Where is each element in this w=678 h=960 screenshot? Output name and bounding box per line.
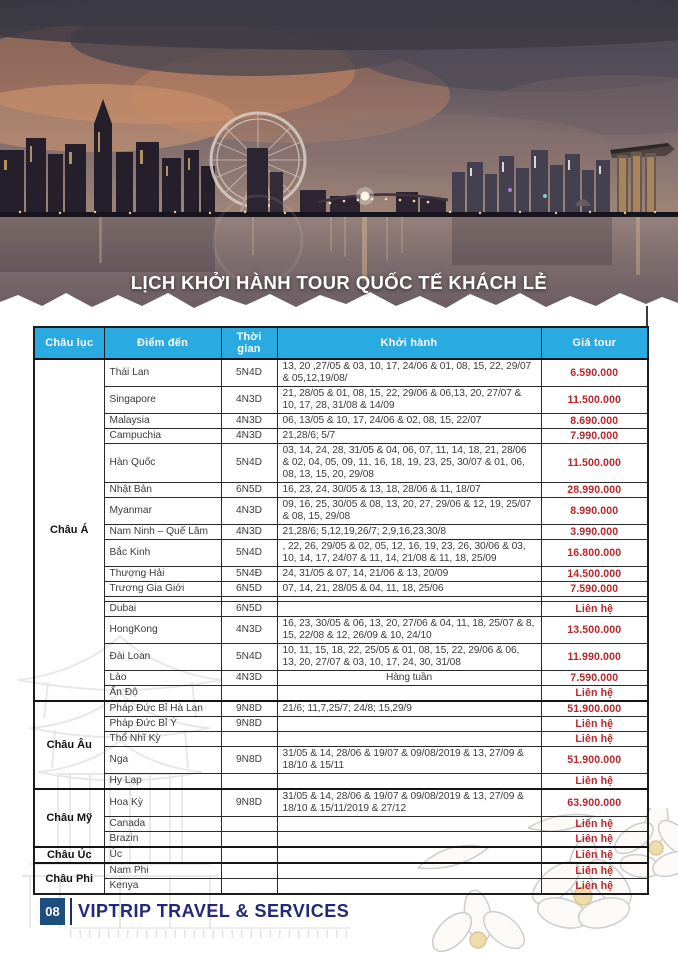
price-cell: 28.990.000 <box>541 483 648 498</box>
column-header-0: Châu lục <box>34 327 104 359</box>
price-cell: Liên hệ <box>541 774 648 790</box>
hero-photo <box>0 0 678 318</box>
duration-cell: 6N5D <box>221 582 277 597</box>
column-header-1: Điểm đến <box>104 327 221 359</box>
continent-cell: Châu Á <box>34 359 104 701</box>
price-cell: Liên hệ <box>541 863 648 879</box>
destination-cell: Kenya <box>104 879 221 895</box>
departures-cell <box>277 602 541 617</box>
price-cell: 16.800.000 <box>541 540 648 567</box>
departures-cell: Hàng tuần <box>277 671 541 686</box>
departures-cell: 16, 23, 24, 30/05 & 13, 18, 28/06 & 11, 18/07 <box>277 483 541 498</box>
table-row <box>34 483 648 498</box>
duration-cell <box>221 686 277 702</box>
table-row <box>34 582 648 597</box>
departures-cell: 16, 23, 30/05 & 06, 13, 20, 27/06 & 04, 11, 18, 25/07 & 8, 15, 22/08 & 12, 26/09 & 10, 24/10 <box>277 617 541 644</box>
price-cell: Liên hệ <box>541 847 648 863</box>
table-row <box>34 498 648 525</box>
footer-divider <box>70 898 72 925</box>
fence-sketch <box>70 926 350 940</box>
table-row <box>34 414 648 429</box>
price-cell: Liên hệ <box>541 717 648 732</box>
departures-cell: 21,28/6; 5,12,19,26/7; 2,9,16,23,30/8 <box>277 525 541 540</box>
departures-cell: 03, 14, 24, 28, 31/05 & 04, 06, 07, 11, 14, 18, 21, 28/06 & 02, 04, 05, 09, 11, 16, 18, 19, 23, 25, 30/07 & 01, 06, 08, 13, 15, 20, 29/08 <box>277 444 541 483</box>
departures-cell <box>277 774 541 790</box>
price-cell: 51.900.000 <box>541 747 648 774</box>
price-cell: 51.900.000 <box>541 701 648 717</box>
destination-cell: Singapore <box>104 387 221 414</box>
table-row <box>34 525 648 540</box>
table-row <box>34 444 648 483</box>
table-row <box>34 879 648 895</box>
table-row <box>34 747 648 774</box>
departures-cell: 13, 20 ,27/05 & 03, 10, 17, 24/06 & 01, 08, 15, 22, 29/07 & 05,12,19/08/ <box>277 359 541 387</box>
destination-cell: Nam Ninh – Quế Lâm <box>104 525 221 540</box>
departures-cell: 09, 16, 25, 30/05 & 08, 13, 20, 27, 29/06 & 12, 19, 25/07 & 08, 15, 29/08 <box>277 498 541 525</box>
departures-cell <box>277 817 541 832</box>
departures-cell: 10, 11, 15, 18, 22, 25/05 & 01, 08, 15, 22, 29/06 & 06, 13, 20, 27/07 & 03, 10, 17, 24, 30, 31/08 <box>277 644 541 671</box>
duration-cell: 5N4D <box>221 359 277 387</box>
table-row <box>34 847 648 863</box>
brand-name: VIPTRIP TRAVEL & SERVICES <box>78 901 350 921</box>
destination-cell: Nhật Bản <box>104 483 221 498</box>
header-row <box>34 327 648 359</box>
table-row <box>34 644 648 671</box>
table-header <box>34 327 648 359</box>
destination-cell: Ấn Độ <box>104 686 221 702</box>
duration-cell: 4N3D <box>221 414 277 429</box>
table-corner-tick <box>646 306 648 328</box>
duration-cell: 4N3D <box>221 617 277 644</box>
destination-cell: Brazin <box>104 832 221 848</box>
price-cell: 7.990.000 <box>541 429 648 444</box>
price-cell: Liên hệ <box>541 879 648 895</box>
table-row <box>34 832 648 848</box>
price-cell: 8.690.000 <box>541 414 648 429</box>
departures-cell <box>277 717 541 732</box>
departures-cell <box>277 863 541 879</box>
column-header-2: Thời gian <box>221 327 277 359</box>
destination-cell: Hoa Kỳ <box>104 789 221 817</box>
price-cell: 13.500.000 <box>541 617 648 644</box>
duration-cell: 4N3D <box>221 498 277 525</box>
price-cell: Liên hệ <box>541 832 648 848</box>
price-cell: Liên hệ <box>541 817 648 832</box>
departures-cell: 21, 28/05 & 01, 08, 15, 22, 29/06 & 06,13, 20, 27/07 & 10, 17, 28, 31/08 & 14/09 <box>277 387 541 414</box>
departures-cell: 06, 13/05 & 10, 17, 24/06 & 02, 08, 15, 22/07 <box>277 414 541 429</box>
continent-cell: Châu Âu <box>34 701 104 789</box>
destination-cell: Lào <box>104 671 221 686</box>
destination-cell: Nga <box>104 747 221 774</box>
table-row <box>34 387 648 414</box>
table-row <box>34 602 648 617</box>
price-cell: 8.990.000 <box>541 498 648 525</box>
page-title: LỊCH KHỞI HÀNH TOUR QUỐC TẾ KHÁCH LẺ <box>130 272 548 293</box>
table-body <box>34 359 648 894</box>
duration-cell <box>221 817 277 832</box>
destination-cell: Thượng Hải <box>104 567 221 582</box>
duration-cell: 5N4Đ <box>221 567 277 582</box>
table-row <box>34 774 648 790</box>
table-row <box>34 686 648 702</box>
singapore-skyline-graphic <box>0 0 678 318</box>
destination-cell: Pháp Đức Bỉ Ý <box>104 717 221 732</box>
destination-cell: Myanmar <box>104 498 221 525</box>
destination-cell: Malaysia <box>104 414 221 429</box>
destination-cell: Trương Gia Giới <box>104 582 221 597</box>
duration-cell <box>221 863 277 879</box>
price-cell: 14.500.000 <box>541 567 648 582</box>
duration-cell <box>221 832 277 848</box>
price-cell: Liên hệ <box>541 686 648 702</box>
table-row <box>34 789 648 817</box>
column-header-3: Khởi hành <box>277 327 541 359</box>
duration-cell: 9N8D <box>221 789 277 817</box>
duration-cell: 4N3D <box>221 387 277 414</box>
departures-cell: 31/05 & 14, 28/06 & 19/07 & 09/08/2019 & 13, 27/09 & 18/10 & 15/11/2019 & 27/12 <box>277 789 541 817</box>
duration-cell <box>221 879 277 895</box>
price-cell: 3.990.000 <box>541 525 648 540</box>
departures-cell: 07, 14, 21, 28/05 & 04, 11, 18, 25/06 <box>277 582 541 597</box>
table-row <box>34 617 648 644</box>
continent-cell: Châu Úc <box>34 847 104 863</box>
duration-cell: 9N8D <box>221 747 277 774</box>
departures-cell: 21/6; 11,7,25/7; 24/8; 15,29/9 <box>277 701 541 717</box>
price-cell: 7.590.000 <box>541 671 648 686</box>
departures-cell <box>277 847 541 863</box>
price-cell: 11.990.000 <box>541 644 648 671</box>
table-row <box>34 817 648 832</box>
table-row <box>34 671 648 686</box>
price-cell: 63.900.000 <box>541 789 648 817</box>
duration-cell: 5N4D <box>221 644 277 671</box>
table-row <box>34 863 648 879</box>
destination-cell: Dubai <box>104 602 221 617</box>
column-header-4: Giá tour <box>541 327 648 359</box>
destination-cell: Campuchia <box>104 429 221 444</box>
duration-cell: 4N3D <box>221 671 277 686</box>
departures-cell: 31/05 & 14, 28/06 & 19/07 & 09/08/2019 & 13, 27/09 & 18/10 & 15/11 <box>277 747 541 774</box>
destination-cell: Đài Loan <box>104 644 221 671</box>
departures-cell: 21,28/6; 5/7 <box>277 429 541 444</box>
duration-cell: 9N8D <box>221 717 277 732</box>
destination-cell: HongKong <box>104 617 221 644</box>
destination-cell: Canada <box>104 817 221 832</box>
table-row <box>34 701 648 717</box>
page-number-badge: 08 <box>40 898 65 925</box>
duration-cell: 5N4D <box>221 540 277 567</box>
price-cell: Liên hệ <box>541 732 648 747</box>
duration-cell <box>221 732 277 747</box>
departures-cell <box>277 879 541 895</box>
departures-cell <box>277 832 541 848</box>
price-cell: Liên hệ <box>541 602 648 617</box>
price-cell: 11.500.000 <box>541 387 648 414</box>
departures-cell: , 22, 26, 29/05 & 02, 05, 12, 16, 19, 23, 26, 30/06 & 03, 10, 14, 17, 24/07 & 11, 14, 21/08 & 11, 18, 25/09 <box>277 540 541 567</box>
duration-cell <box>221 774 277 790</box>
departures-cell <box>277 732 541 747</box>
duration-cell: 5N4D <box>221 444 277 483</box>
destination-cell: Hy Lạp <box>104 774 221 790</box>
table-row <box>34 567 648 582</box>
duration-cell: 4N3D <box>221 525 277 540</box>
destination-cell: Thái Lan <box>104 359 221 387</box>
departures-cell <box>277 686 541 702</box>
destination-cell: Hàn Quốc <box>104 444 221 483</box>
table-row <box>34 429 648 444</box>
departures-cell: 24, 31/05 & 07, 14, 21/06 & 13, 20/09 <box>277 567 541 582</box>
destination-cell: Úc <box>104 847 221 863</box>
duration-cell: 6N5D <box>221 483 277 498</box>
table-row <box>34 717 648 732</box>
continent-cell: Châu Mỹ <box>34 789 104 847</box>
duration-cell: 4N3D <box>221 429 277 444</box>
price-cell: 11.500.000 <box>541 444 648 483</box>
destination-cell: Nam Phi <box>104 863 221 879</box>
table-row <box>34 540 648 567</box>
tour-table <box>33 326 649 895</box>
continent-cell: Châu Phi <box>34 863 104 894</box>
duration-cell: 6N5D <box>221 602 277 617</box>
table-row <box>34 359 648 387</box>
destination-cell: Pháp Đức Bỉ Hà Lan <box>104 701 221 717</box>
destination-cell: Bắc Kinh <box>104 540 221 567</box>
price-cell: 7.590.000 <box>541 582 648 597</box>
destination-cell: Thổ Nhĩ Kỳ <box>104 732 221 747</box>
price-cell: 6.590.000 <box>541 359 648 387</box>
duration-cell <box>221 847 277 863</box>
table-row <box>34 732 648 747</box>
duration-cell: 9N8D <box>221 701 277 717</box>
